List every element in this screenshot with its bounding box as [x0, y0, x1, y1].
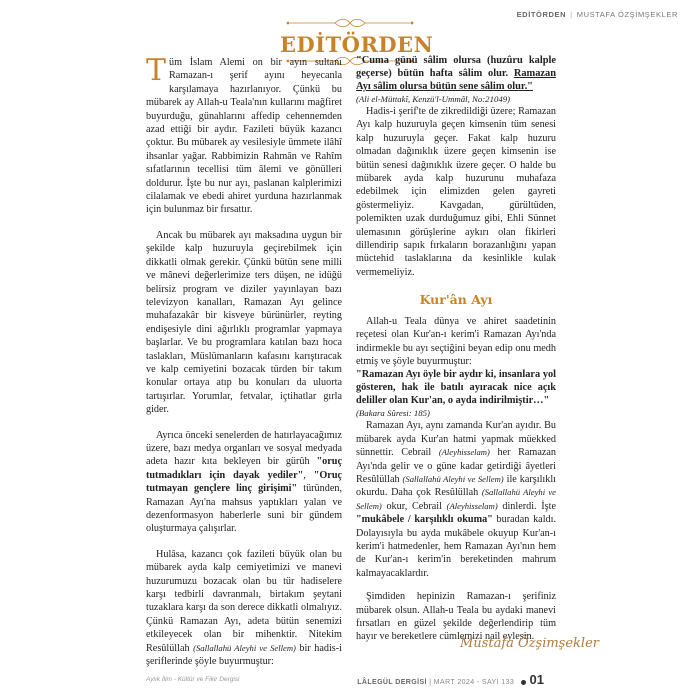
running-header: EDİTÖRDEN | MUSTAFA ÖZŞİMŞEKLER [516, 10, 678, 19]
right-column [356, 54, 556, 644]
paragraph-4 [146, 548, 342, 669]
hadis-source: (Ali el-Müttakî, Kenzü'l-Ummâl, No:21049) [356, 94, 511, 104]
p7-k: buradan kaldı. Dolayısıyla bu ayda mukâbele okuyup Kur'an-ı kerim'i hatmedenler, hem Ramazan Ayı'nın hem de Kur'an-ı kerim'in bereketinden mahrum kalmayacaklardır. [356, 514, 556, 579]
ayet-source: (Bakara Sûresi: 185) [356, 408, 430, 419]
p7-h: (Aleyhisselam) [446, 500, 498, 511]
magazine-name: LÂLEGÜL DERGİSİ [357, 679, 427, 686]
paragraph-1 [146, 53, 342, 217]
hadis-text-a: "Cuma günü sâlim olursa (huzûru kalple geçerse) bütün hafta sâlim olur. [356, 55, 556, 79]
paragraph-2: Ancak bu mübarek ayı maksadına uygun bir şekilde kalp huzuruyla geçirebilmek için dikkatli olmak gerekir. Çünkü bütün sene milli ve mânevi değerlerimize ters düşen, ne idüğü belirsiz program ve diziler yayınlayan bazı televizyon kanalları, Ramazan Ayı gelince muhafazakâr bir kisveye bürünürler, reyting endişesiyle dini ağırlıklı programlar yapmaya başlarlar. Ve bu programlara katılan bazı hoca taslakları, Müslümanların kafasını karıştıracak ve kalp cemiyetini bozacak türden bir takım konular ortaya atıp bu konuları da uluorta tartışırlar. Yorumlar, fetvalar, içtihatlar gırla gider. [146, 229, 342, 416]
p7-mukabele: "mukâbele / karşılıklı okuma" [356, 514, 493, 526]
p7-c: her Ramazan Ayı'nda gelir ve o güne kadar getirdiği âyetleri Resûlüllah [356, 447, 556, 485]
p7-f: (Sallallahü Aleyhi ve Sellem) [356, 487, 556, 511]
p7-g: okur, Cebrail [381, 500, 447, 512]
bullet-icon [521, 680, 526, 685]
hadis-quote [356, 54, 556, 93]
section-label: EDİTÖRDEN [516, 10, 567, 19]
footer-sep: | [429, 679, 434, 686]
hadis-text-b: Ramazan Ayı sâlim olursa bütün sene sâlim olur." [356, 68, 556, 92]
ayet-quote: "Ramazan Ayı öyle bir aydır ki, insanlara yol gösteren, hak ile batılı ayıracak nice açık deliller olan Kur'an, o ayda indirilmiştir…" [356, 369, 556, 407]
p7-i: dinlerdi. İşte [497, 500, 556, 512]
p7-b: (Aleyhisselam) [438, 447, 490, 458]
paragraph-1-text: üm İslam Alemi on bir ayın sultanı Ramazan-ı şerif ayını heyecanla karşılamaya hazırlanıyor. Çünkü bu mübarek ay Allah-u Teala'nın kullarını mağfiret buyurduğu, günahlarını affedip cehennemden azad ettiği bir aydır. Fazileti büyük kazancı çoktur. Bu mübarek ay vesilesiyle ümmete ilâhî ihsanlar yağar. Rabbimizin Rahmân ve Rahîm sıfatlarının tecellisi tüm âlemi ve gönülleri doldurur. İşte bu nur ayı, paslanan kalplerimizi cilalamak ve ebedi ahiret yurduna hazırlanmak için bulunmaz bir fırsattır. [146, 57, 342, 216]
paragraph-7 [356, 419, 556, 580]
p4-text-a: Hulâsa, kazancı çok fazileti büyük olan bu mübarek ayda kalp cemiyetimizi ve manevi huzurumuzu bozacak olan bu tür hadiselere karşı tedbirli davranmalı, birtakım şeytani tuzaklara karşı da son derece dikkatli olmalıyız. Çünkü Ramazan Ayı, adeta bütün senemizi etkileyecek olan bir mihenktir. Nitekim Resûlüllah [146, 548, 342, 654]
paragraph-5: Hadis-i şerif'te de zikredildiği üzere; Ramazan Ayı kalp huzuruyla geçen kimsenin tüm senesi kalp huzuruyla geçer. Fakat kalp huzuru olmadan dağınıklık üzere geçen kimsenin ise bütün senesi dağınıklık üzere geçer. O halde bu mübarek ayda kalp huzurunu muhafaza edebilmek için elimizden gelen gayreti göstermeliyiz. Kavgadan, gürültüden, polemikten uzak durduğumuz gibi, Ehli Sünnet ulemasının görüşlerine aykırı olan fikirleri dillendirip sapık fırkaların borazanlığını yapan müctehid taslaklarına da kesinlikle kulak vermemeliyiz. [356, 106, 556, 278]
left-column [146, 53, 343, 668]
p7-d: (Sallallahü Aleyhi ve Sellem) [402, 473, 504, 484]
footer-info [357, 672, 544, 687]
drop-cap: T [146, 53, 167, 88]
p4-salawat: (Sallallahü Aleyhi ve Sellem) [193, 642, 296, 653]
p3-text-a: Ayrıca önceki senelerden de hatırlayacağımız üzere, bazı medya organları ve sosyal medyada adeta hazır kıta bekleyen bir gürûh [146, 429, 342, 468]
author-signature: Mustafa Özşimşekler [460, 636, 599, 651]
p3-quote-2: "Oruç tutmayan gençlere linç girişimi" [146, 469, 343, 495]
ornament-top-icon [280, 18, 420, 28]
p7-a: Ramazan Ayı, aynı zamanda Kur'an ayıdır. Bu mübarek ayda Kur'an hatmi yapmak müekked sünnettir. Cebrail [356, 420, 556, 459]
footer-tagline: Aylık İlim - Kültür ve Fikir Dergisi [146, 676, 240, 683]
author-label: MUSTAFA ÖZŞİMŞEKLER [576, 10, 678, 19]
page-title: EDİTÖRDEN [280, 32, 434, 57]
paragraph-8: Şimdiden hepinizin Ramazan-ı şerifiniz mübarek olsun. Allah-u Teala bu aydaki manevi fırsatları en güzel şekilde değerlendirip tüm hayır ve bereketlere cümlemizi nail eylesin. [356, 591, 556, 643]
issue-label: MART 2024 - SAYI 133 [433, 679, 515, 686]
p3-text-c: , [303, 469, 314, 481]
paragraph-3 [146, 429, 342, 536]
subheading: Kur'ân Ayı [419, 292, 493, 308]
p3-text-e: türünden, Ramazan Ayı'na mahsus yaptıkları yalan ve dezenformasyon haberlerle suni bir gündem oluşturmaya çalışırlar. [146, 483, 342, 535]
paragraph-6: Allah-u Teala dünya ve ahiret saadetinin reçetesi olan Kur'an-ı kerim'i Ramazan Ayı'nda indirmekle bu ayı seçtiğini beyan edip onu medh etmiş ve şöyle buyurmuştur: [356, 315, 556, 367]
p7-e: ile karşılıklı okurdu. Daha çok Resûlüllah [356, 473, 556, 499]
page-number: 01 [529, 672, 544, 687]
p3-quote-1: "oruç tutmadıkları için dayak yediler" [146, 456, 342, 481]
p4-text-c: bir hadis-i şeriflerinde şöyle buyurmuştur: [146, 642, 342, 668]
